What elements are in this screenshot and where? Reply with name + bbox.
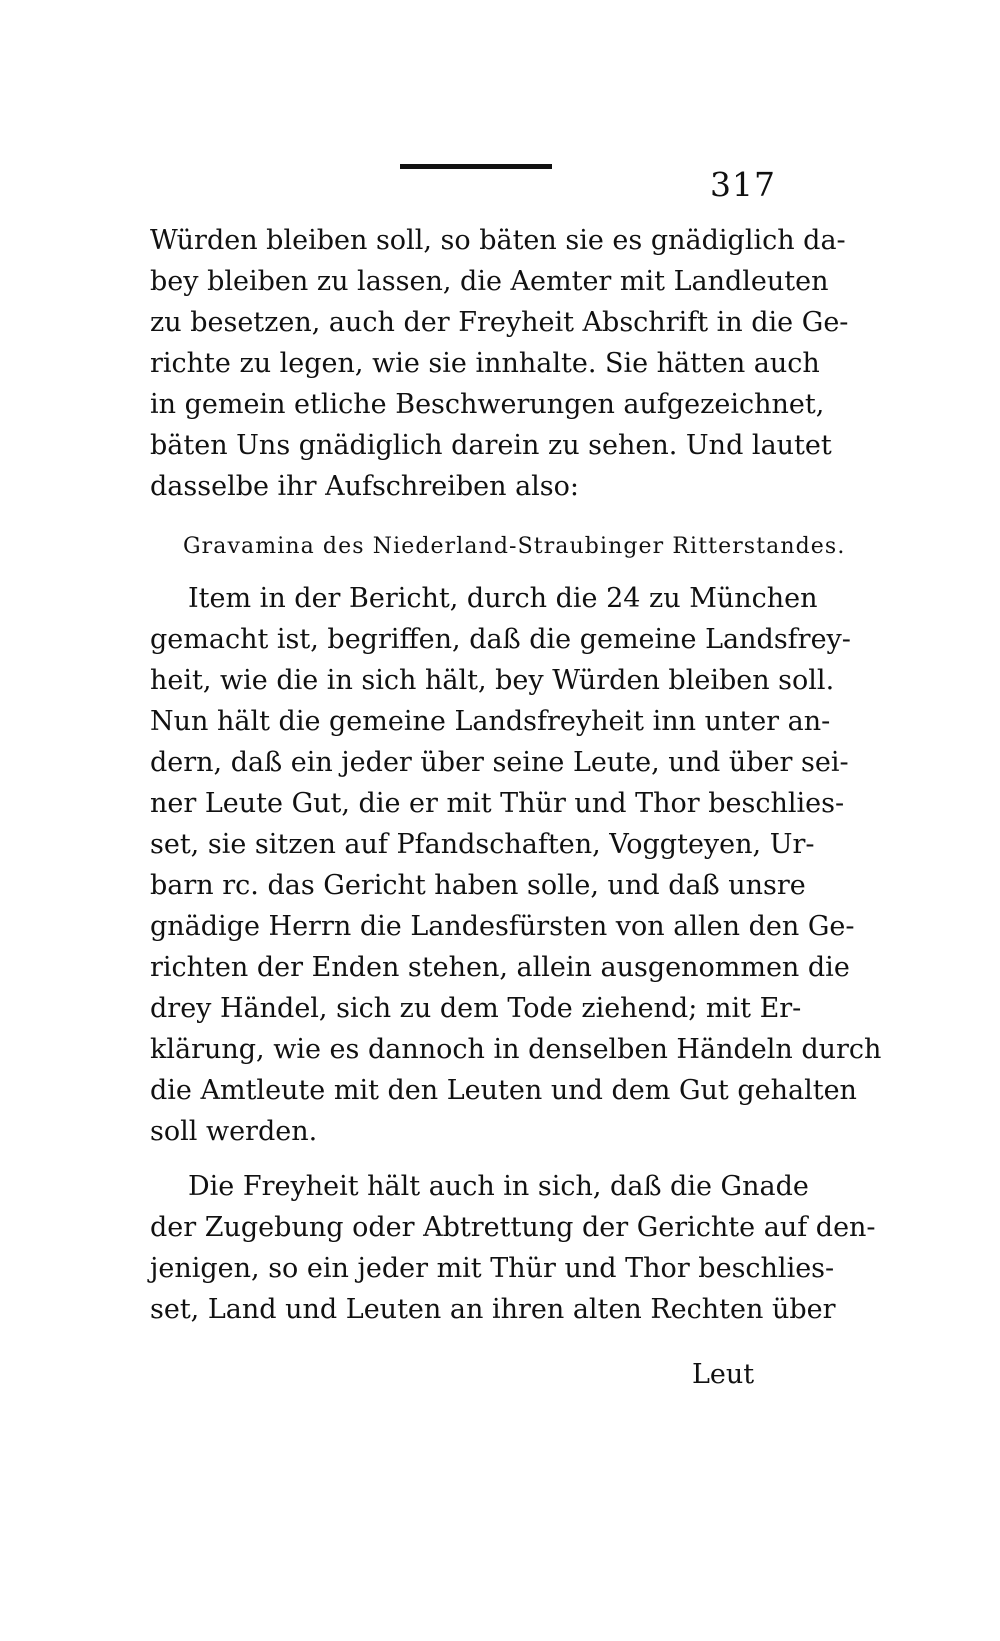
text-line: Würden bleiben soll, so bäten sie es gnädiglich da- [150, 225, 846, 256]
header-rule [400, 164, 552, 169]
text-line: set, sie sitzen auf Pfandschaften, Voggteyen, Ur- [150, 829, 815, 860]
text-line: dern, daß ein jeder über seine Leute, und über sei- [150, 747, 849, 778]
text-line: heit, wie die in sich hält, bey Würden bleiben soll. [150, 665, 835, 696]
text-line: Nun hält die gemeine Landsfreyheit inn unter an- [150, 706, 831, 737]
text-line: richte zu legen, wie sie innhalte. Sie hätten auch [150, 348, 820, 379]
text-line: Item in der Bericht, durch die 24 zu München [188, 583, 818, 614]
text-line: jenigen, so ein jeder mit Thür und Thor beschlies- [150, 1253, 835, 1284]
text-line: die Amtleute mit den Leuten und dem Gut gehalten [150, 1075, 857, 1106]
text-line: zu besetzen, auch der Freyheit Abschrift in die Ge- [150, 307, 849, 338]
page-number: 317 [710, 165, 776, 204]
text-line: set, Land und Leuten an ihren alten Rechten über [150, 1294, 836, 1325]
text-line: richten der Enden stehen, allein ausgenommen die [150, 952, 850, 983]
text-line: ner Leute Gut, die er mit Thür und Thor beschlies- [150, 788, 845, 819]
text-line: soll werden. [150, 1116, 318, 1147]
text-line: Die Freyheit hält auch in sich, daß die Gnade [188, 1171, 809, 1202]
text-line: dasselbe ihr Aufschreiben also: [150, 471, 580, 502]
text-line: bey bleiben zu lassen, die Aemter mit Landleuten [150, 266, 829, 297]
text-line: klärung, wie es dannoch in denselben Händeln durch [150, 1034, 882, 1065]
text-line: bäten Uns gnädiglich darein zu sehen. Und lautet [150, 430, 832, 461]
text-line: der Zugebung oder Abtrettung der Gerichte auf den- [150, 1212, 876, 1243]
catchword: Leut [692, 1359, 755, 1390]
text-line: drey Händel, sich zu dem Tode ziehend; mit Er- [150, 993, 802, 1024]
text-line: gnädige Herrn die Landesfürsten von allen den Ge- [150, 911, 855, 942]
text-line: gemacht ist, begriffen, daß die gemeine Landsfrey- [150, 624, 851, 655]
section-heading: Gravamina des Niederland-Straubinger Ritterstandes. [183, 534, 846, 559]
text-line: in gemein etliche Beschwerungen aufgezeichnet, [150, 389, 825, 420]
text-line: barn rc. das Gericht haben solle, und daß unsre [150, 870, 806, 901]
